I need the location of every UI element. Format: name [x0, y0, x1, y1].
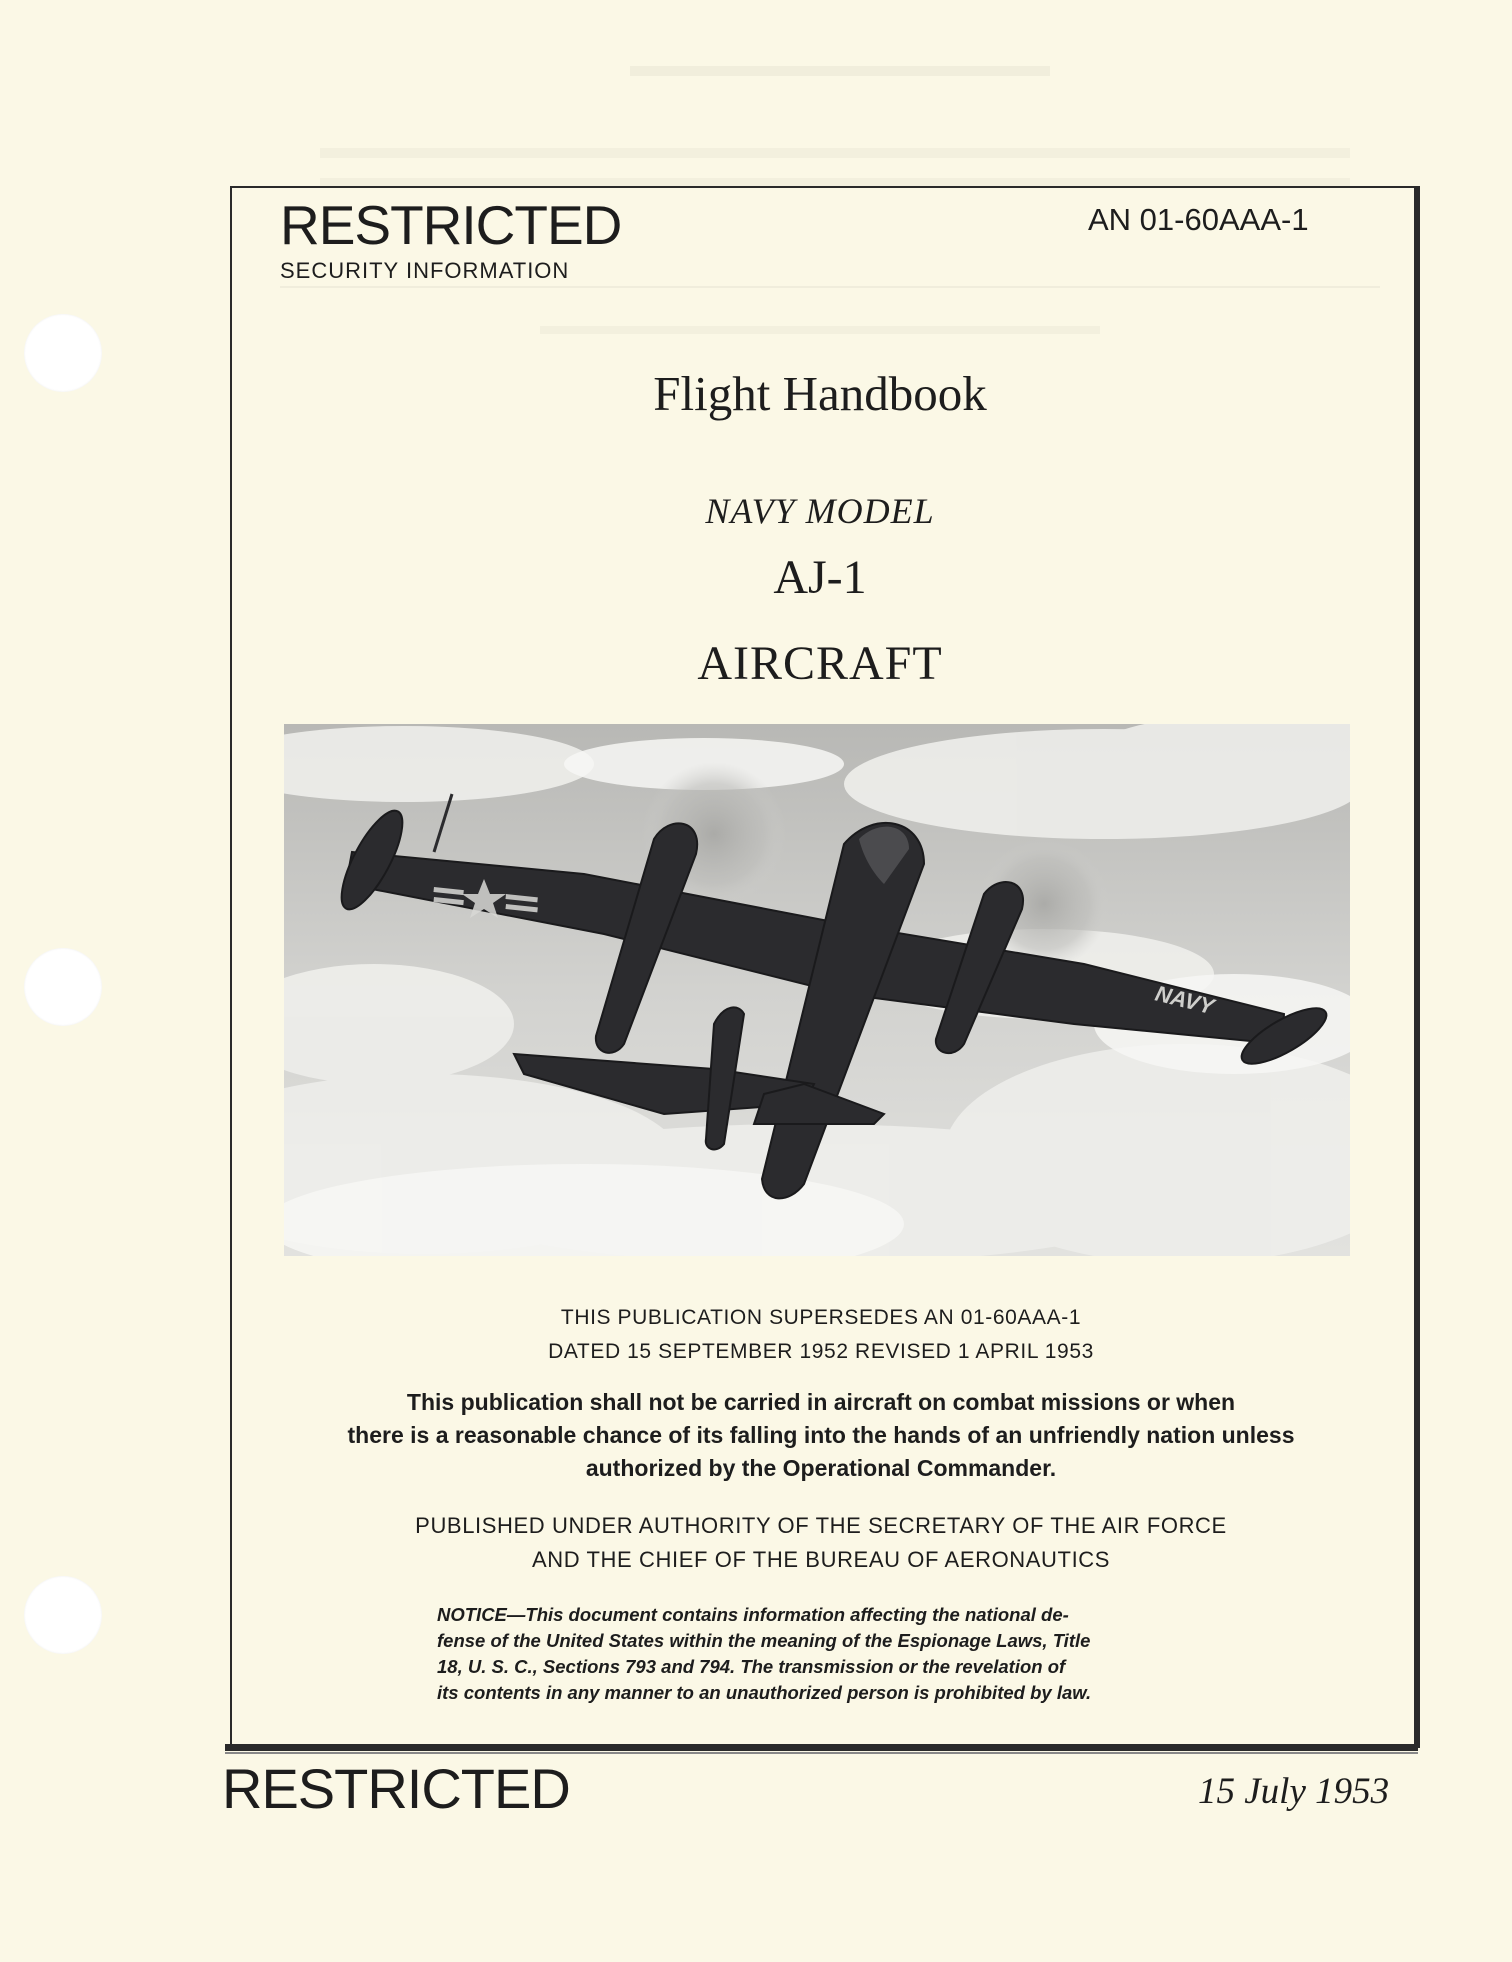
- document-title: Flight Handbook: [653, 366, 987, 421]
- classification-footer: RESTRICTED: [222, 1757, 570, 1820]
- notice-line-4: its contents in any manner to an unauthorized person is prohibited by law.: [437, 1682, 1092, 1703]
- espionage-notice: [437, 1602, 1197, 1706]
- aircraft-label: AIRCRAFT: [697, 637, 943, 690]
- wing-navy-marking: NAVY: [1152, 980, 1217, 1020]
- supersedes-line-2: DATED 15 SEPTEMBER 1952 REVISED 1 APRIL 1953: [548, 1340, 1094, 1363]
- carry-warning: [230, 1386, 1412, 1485]
- navy-model-label: NAVY MODEL: [705, 491, 935, 531]
- aircraft-model: AJ-1: [773, 551, 867, 604]
- document-number: AN 01-60AAA-1: [1088, 202, 1309, 237]
- security-information-label: SECURITY INFORMATION: [280, 258, 570, 283]
- carry-warning-line-2: there is a reasonable chance of its falling into the hands of an unfriendly nation unless: [347, 1422, 1295, 1448]
- supersedes-notice: [230, 1301, 1412, 1369]
- supersedes-line-1: THIS PUBLICATION SUPERSEDES AN 01-60AAA-1: [560, 1306, 1082, 1329]
- bottom-rule: [225, 1744, 1418, 1751]
- carry-warning-line-1: This publication shall not be carried in aircraft on combat missions or when: [406, 1389, 1236, 1415]
- punch-hole-middle: [24, 948, 102, 1026]
- bottom-rule-shadow: [225, 1752, 1418, 1754]
- authority-line-2: AND THE CHIEF OF THE BUREAU OF AERONAUTICS: [531, 1547, 1111, 1572]
- notice-line-3: 18, U. S. C., Sections 793 and 794. The transmission or the revelation of: [437, 1656, 1066, 1677]
- aircraft-illustration: [284, 724, 1350, 1256]
- publishing-authority: [230, 1509, 1412, 1577]
- carry-warning-line-3: authorized by the Operational Commander.: [585, 1455, 1057, 1481]
- classification-header: RESTRICTED: [280, 194, 622, 256]
- notice-line-1: NOTICE—This document contains information affecting the national de-: [437, 1604, 1069, 1625]
- authority-line-1: PUBLISHED UNDER AUTHORITY OF THE SECRETARY OF THE AIR FORCE: [415, 1513, 1227, 1538]
- punch-hole-bottom: [24, 1576, 102, 1654]
- notice-line-2: fense of the United States within the meaning of the Espionage Laws, Title: [437, 1630, 1091, 1651]
- publication-date: 15 July 1953: [1198, 1771, 1390, 1812]
